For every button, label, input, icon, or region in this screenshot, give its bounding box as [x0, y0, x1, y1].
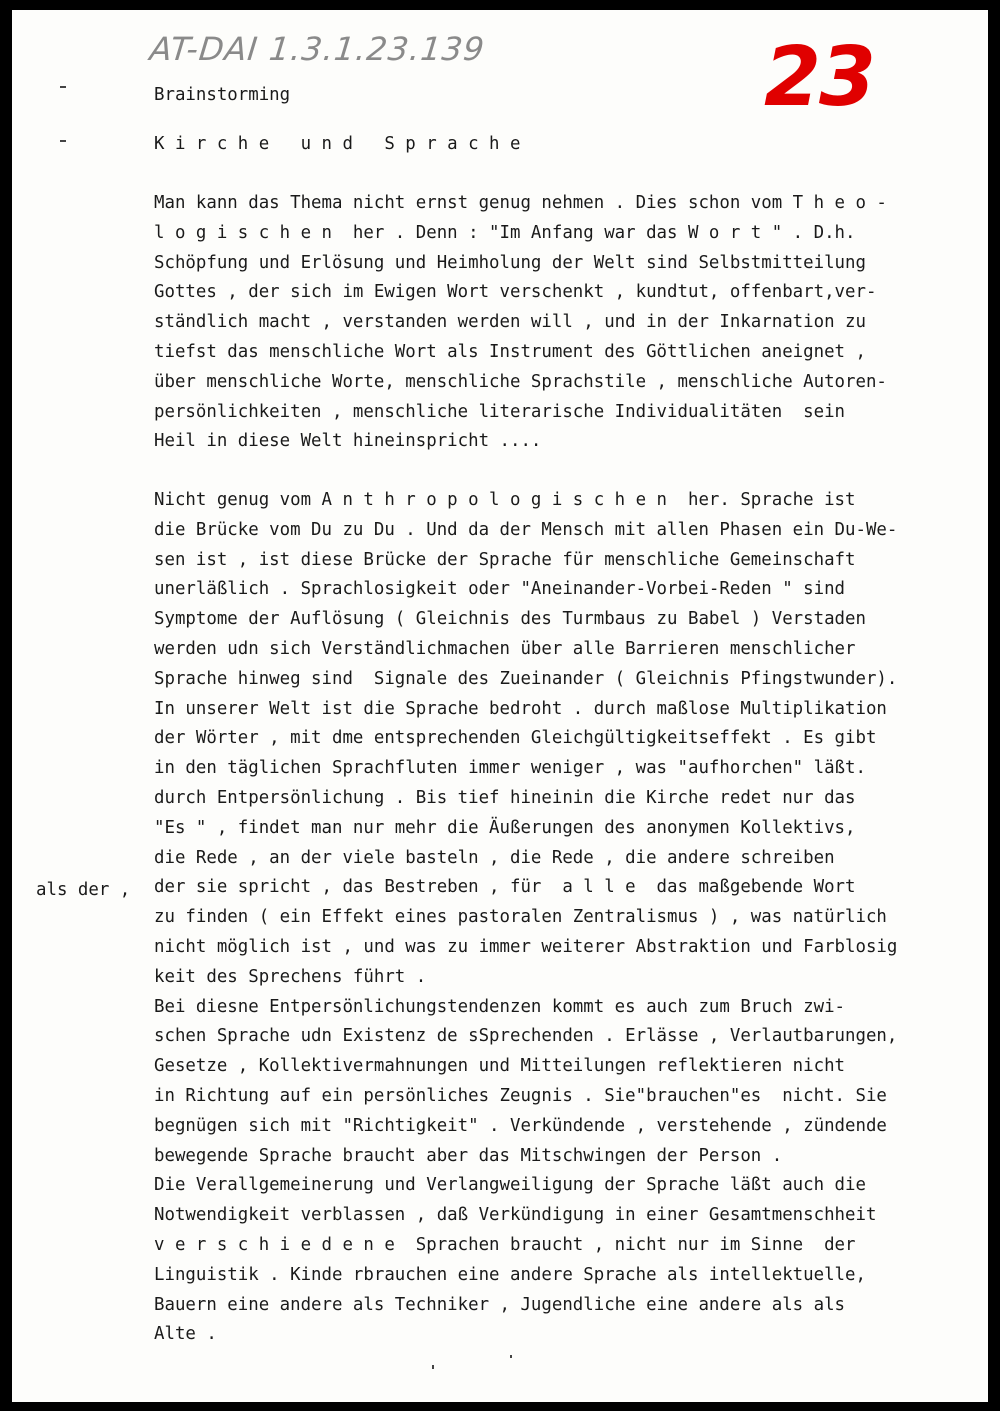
- text-line: schen Sprache udn Existenz de sSprechenden . Erlässe , Verlautbarungen,: [154, 1026, 898, 1047]
- document-title: K i r c h e u n d S p r a c h e: [154, 134, 521, 154]
- text-line: Alte .: [154, 1324, 217, 1345]
- text-line: Nicht genug vom A n t h r o p o l o g i s c h e n her. Sprache ist: [154, 490, 856, 510]
- text-line: in Richtung auf ein persönliches Zeugnis . Sie"brauchen"es nicht. Sie: [154, 1086, 887, 1106]
- margin-mark: [60, 86, 66, 88]
- text-line: tiefst das menschliche Wort als Instrument des Göttlichen aneignet ,: [154, 342, 866, 362]
- page-number-handwritten: 23: [764, 30, 875, 125]
- text-line: ständlich macht , verstanden werden will , und in der Inkarnation zu: [154, 312, 866, 333]
- speck-mark: [432, 1365, 434, 1369]
- text-line: über menschliche Worte, menschliche Sprachstile , menschliche Autoren-: [154, 371, 887, 392]
- text-line: der sie spricht , das Bestreben , für a l l e das maßgebende Wort: [154, 877, 856, 898]
- text-line: Linguistik . Kinde rbrauchen eine andere Sprache als intellektuelle,: [154, 1264, 866, 1285]
- text-line: Bei diesne Entpersönlichungstendenzen kommt es auch zum Bruch zwi-: [154, 996, 846, 1017]
- text-line: unerläßlich . Sprachlosigkeit oder "Aneinander-Vorbei-Reden " sind: [154, 579, 846, 600]
- text-line: Gottes , der sich im Ewigen Wort verschenkt , kundtut, offenbart,ver-: [154, 282, 877, 303]
- text-line: der Wörter , mit dme entsprechenden Gleichgültigkeitseffekt . Es gibt: [154, 728, 877, 749]
- document-page: [12, 10, 988, 1402]
- speck-mark: [510, 1355, 512, 1358]
- margin-note: als der ,: [36, 880, 131, 900]
- text-line: keit des Sprechens führt .: [154, 966, 427, 987]
- text-line: v e r s c h i e d e n e Sprachen braucht , nicht nur im Sinne der: [154, 1235, 856, 1255]
- text-line: "Es " , findet man nur mehr die Äußerungen des anonymen Kollektivs,: [154, 817, 856, 838]
- text-line: zu finden ( ein Effekt eines pastoralen Zentralismus ) , was natürlich: [154, 907, 887, 928]
- margin-mark: [60, 140, 66, 142]
- text-line: die Rede , an der viele basteln , die Rede , die andere schreiben: [154, 847, 835, 868]
- text-line: in den täglichen Sprachfluten immer weniger , was "aufhorchen" läßt.: [154, 758, 866, 779]
- text-line: Gesetze , Kollektivermahnungen und Mitteilungen reflektieren nicht: [154, 1056, 846, 1077]
- text-line: sen ist , ist diese Brücke der Sprache für menschliche Gemeinschaft: [154, 549, 856, 570]
- text-line: In unserer Welt ist die Sprache bedroht . durch maßlose Multiplikation: [154, 698, 887, 719]
- text-line: werden udn sich Verständlichmachen über alle Barrieren menschlicher: [154, 639, 856, 659]
- text-line: bewegende Sprache braucht aber das Mitschwingen der Person .: [154, 1145, 783, 1166]
- text-line: Symptome der Auflösung ( Gleichnis des Turmbaus zu Babel ) Verstaden: [154, 609, 866, 630]
- text-line: Die Verallgemeinerung und Verlangweiligung der Sprache läßt auch die: [154, 1175, 866, 1196]
- text-line: nicht möglich ist , und was zu immer weiterer Abstraktion und Farblosig: [154, 937, 898, 957]
- text-line: die Brücke vom Du zu Du . Und da der Mensch mit allen Phasen ein Du-We-: [154, 519, 898, 540]
- text-line: Bauern eine andere als Techniker , Jugendliche eine andere als als: [154, 1294, 846, 1315]
- text-line: Heil in diese Welt hineinspricht ....: [154, 431, 542, 452]
- text-line: Sprache hinweg sind Signale des Zueinander ( Gleichnis Pfingstwunder).: [154, 668, 898, 689]
- text-line: Man kann das Thema nicht ernst genug nehmen . Dies schon vom T h e o -: [154, 193, 887, 213]
- text-line: durch Entpersönlichung . Bis tief hineinin die Kirche redet nur das: [154, 788, 856, 808]
- text-line: begnügen sich mit "Richtigkeit" . Verkündende , verstehende , zündende: [154, 1115, 887, 1136]
- archive-id-handwritten: AT-DAI 1.3.1.23.139: [148, 30, 487, 68]
- text-line: persönlichkeiten , menschliche literarische Individualitäten sein: [154, 401, 846, 422]
- heading: Brainstorming: [154, 85, 291, 105]
- text-line: l o g i s c h e n her . Denn : "Im Anfang war das W o r t " . D.h.: [154, 222, 856, 243]
- text-line: Notwendigkeit verblassen , daß Verkündigung in einer Gesamtmenschheit: [154, 1205, 877, 1226]
- text-line: Schöpfung und Erlösung und Heimholung der Welt sind Selbstmitteilung: [154, 252, 866, 273]
